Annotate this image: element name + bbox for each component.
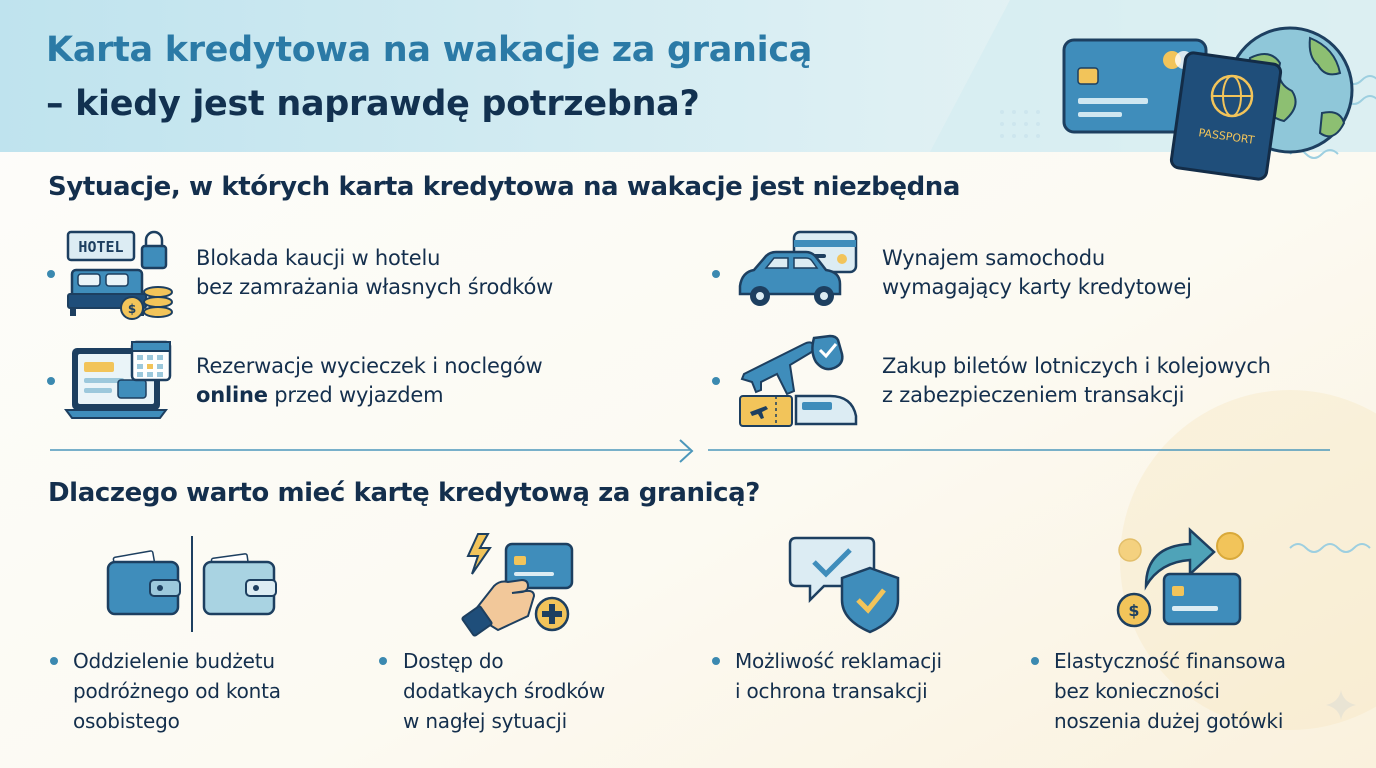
bullet-dot: [712, 377, 720, 385]
bullet-dot: [712, 657, 720, 665]
section-heading-situations: Sytuacje, w których karta kredytowa na wakacje jest niezbędna: [48, 172, 961, 202]
benefit-line: w nagłej sytuacji: [403, 709, 567, 733]
situation-line-2: bez zamrażania własnych środków: [196, 275, 554, 299]
page-title-line-2: – kiedy jest naprawdę potrzebna?: [46, 84, 700, 124]
bullet-dot: [712, 270, 720, 278]
section-heading-benefits: Dlaczego warto mieć kartę kredytową za granicą?: [48, 478, 760, 508]
bullet-dot: [1031, 657, 1039, 665]
bullet-dot: [50, 657, 58, 665]
hand-card-icon: [466, 532, 580, 636]
wallets-icon: [104, 534, 284, 634]
hotel-sign-text: HOTEL: [78, 238, 124, 256]
bullet-dot: [379, 657, 387, 665]
travel-illustration: [1060, 18, 1360, 178]
situation-line-1: Blokada kaucji w hotelu: [196, 246, 441, 270]
benefit-line: Elastyczność finansowa: [1054, 649, 1286, 673]
online-booking-icon: [66, 340, 176, 424]
car-rental-icon: [736, 230, 860, 310]
situation-line-1: Zakup biletów lotniczych i kolejowych: [882, 354, 1271, 378]
benefit-flexibility: [1054, 646, 1286, 736]
passport-label: PASSPORT: [1197, 126, 1256, 147]
situation-car-rental: [882, 244, 1192, 302]
benefit-line: i ochrona transakcji: [735, 679, 928, 703]
situation-line-2-rest: przed wyjazdem: [267, 383, 444, 407]
situation-line-1: Wynajem samochodu: [882, 246, 1105, 270]
bullet-dot: [47, 270, 55, 278]
situation-line-2: [196, 381, 543, 410]
benefit-extra-funds: [403, 646, 605, 736]
situation-line-2: wymagający karty kredytowej: [882, 275, 1192, 299]
benefit-line: podróżnego od konta: [73, 679, 281, 703]
benefit-line: bez konieczności: [1054, 679, 1220, 703]
situation-line-2: z zabezpieczeniem transakcji: [882, 383, 1185, 407]
benefit-line: Oddzielenie budżetu: [73, 649, 275, 673]
benefit-separate-budget: [73, 646, 281, 736]
benefit-line: Możliwość reklamacji: [735, 649, 942, 673]
benefit-chargeback: [735, 646, 942, 706]
passport-icon: [1170, 52, 1281, 180]
situation-tickets: [882, 352, 1271, 410]
benefit-line: osobistego: [73, 709, 180, 733]
page-title-line-1: Karta kredytowa na wakacje za granicą: [46, 30, 813, 70]
coins-card-icon: [1110, 526, 1250, 632]
check-shield-icon: [792, 534, 902, 634]
benefit-line: dodatkaych środków: [403, 679, 606, 703]
svg-text:$: $: [127, 302, 137, 316]
svg-text:$: $: [1128, 601, 1140, 620]
bullet-dot: [47, 377, 55, 385]
tickets-icon: [736, 334, 860, 430]
situation-hotel-deposit: [196, 244, 553, 302]
situation-line-1: Rezerwacje wycieczek i noclegów: [196, 354, 543, 378]
sparkle-icon: [1326, 690, 1356, 720]
benefit-line: Dostęp do: [403, 649, 504, 673]
situation-line-2-bold: online: [196, 383, 268, 407]
situation-online-booking: [196, 352, 543, 410]
hotel-deposit-icon: [66, 230, 176, 322]
benefit-line: noszenia dużej gotówki: [1054, 709, 1284, 733]
